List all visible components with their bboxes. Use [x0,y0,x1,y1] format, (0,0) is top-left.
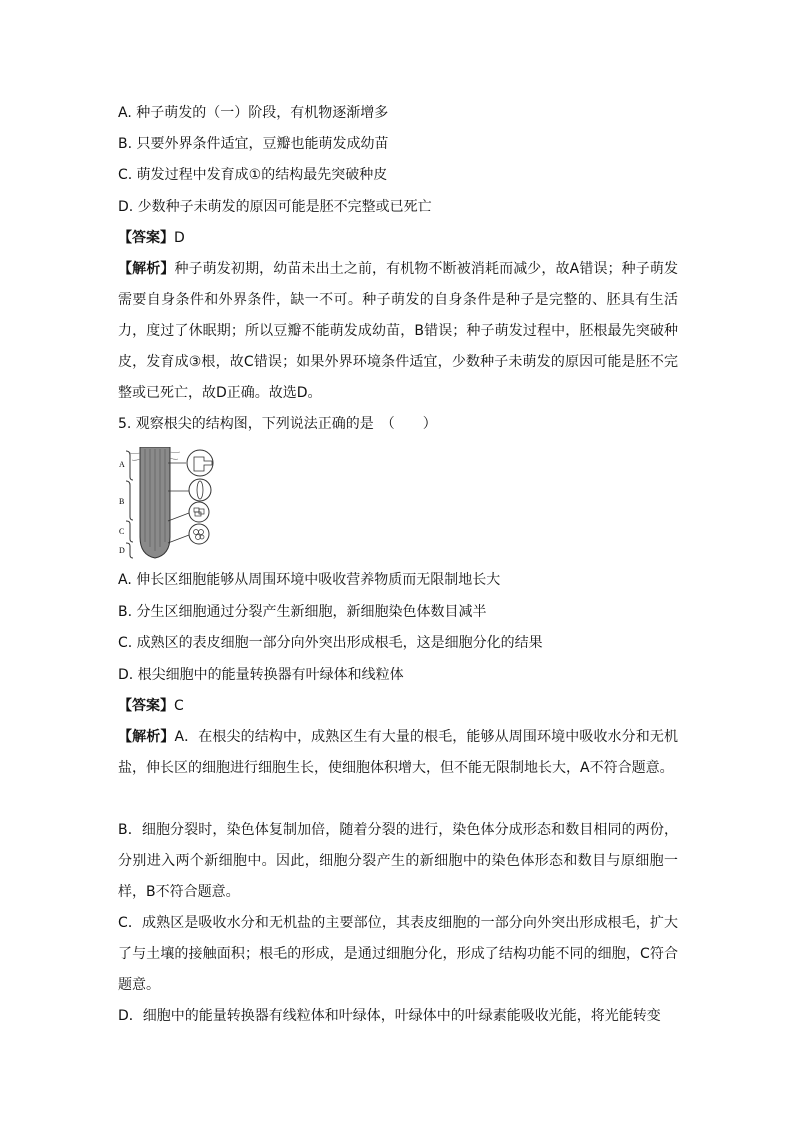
q5-analysis-d: D．细胞中的能量转换器有线粒体和叶绿体，叶绿体中的叶绿素能吸收光能，将光能转变 [118,1008,661,1024]
analysis-text: A．在根尖的结构中，成熟区生有大量的根毛，能够从周围环境中吸收水分和无机盐，伸长区的细胞进行细胞生长，使细胞体积增大，但不能无限制地长大，A不符合题意。 [118,729,679,776]
pointer-lines [168,463,190,543]
label-c: C [119,527,125,536]
bracket-lines [126,451,133,558]
q5-option-d: D. 根尖细胞中的能量转换器有叶绿体和线粒体 [118,667,404,683]
q4-analysis [118,254,678,409]
q5-option-c: C. 成熟区的表皮细胞一部分向外突出形成根毛，这是细胞分化的结果 [118,635,543,651]
q4-option-a: A. 种子萌发的（一）阶段，有机物逐渐增多 [118,105,389,121]
q5-option-a: A. 伸长区细胞能够从周围环境中吸收营养物质而无限制地长大 [118,572,501,588]
q5-stem: 5. 观察根尖的结构图，下列说法正确的是 （ ） [118,416,437,432]
label-a: A [119,460,125,469]
q4-answer [118,228,185,248]
analysis-text: 种子萌发初期，幼苗未出土之前，有机物不断被消耗而减少，故A错误；种子萌发需要自身条件和外界条件，缺一不可。种子萌发的自身条件是种子是完整的、胚具有生活力，度过了休眠期；所以豆瓣不能萌发成幼苗，B错误；种子萌发过程中，胚根最先突破种皮，发育成③根，故C错误；如果外界环境条件适宜，少数种子未萌发的原因可能是胚不完整或已死亡，故D正确。故选D。 [118,261,679,401]
q5-analysis-c: C．成熟区是吸收水分和无机盐的主要部位，其表皮细胞的一部分向外突出形成根毛，扩大了与土壤的接触面积；根毛的形成，是通过细胞分化，形成了结构功能不同的细胞，C符合题意。 [118,915,678,993]
q5-option-b: B. 分生区细胞通过分裂产生新细胞，新细胞染色体数目减半 [118,604,487,620]
q5-analysis-b: B．细胞分裂时，染色体复制加倍，随着分裂的进行，染色体分成形态和数目相同的两份，分别进入两个新细胞中。因此，细胞分裂产生的新细胞中的染色体形态和数目与原细胞一样，B不符合题意。 [118,822,678,900]
root-tip-figure [118,447,222,559]
label-b: B [119,497,125,506]
q5-analysis-a [118,722,678,784]
q4-option-c: C. 萌发过程中发育成①的结构最先突破种皮 [118,167,388,183]
answer-value: C [174,698,184,714]
q4-option-b: B. 只要外界条件适宜，豆瓣也能萌发成幼苗 [118,136,389,152]
answer-label: 【答案】 [118,698,174,714]
analysis-label: 【解析】 [118,729,175,745]
label-d: D [119,546,125,555]
analysis-label: 【解析】 [118,261,175,277]
answer-label: 【答案】 [118,230,174,246]
q5-answer [118,696,184,716]
answer-value: D [174,230,185,246]
q4-option-d: D. 少数种子未萌发的原因可能是胚不完整或已死亡 [118,199,432,215]
